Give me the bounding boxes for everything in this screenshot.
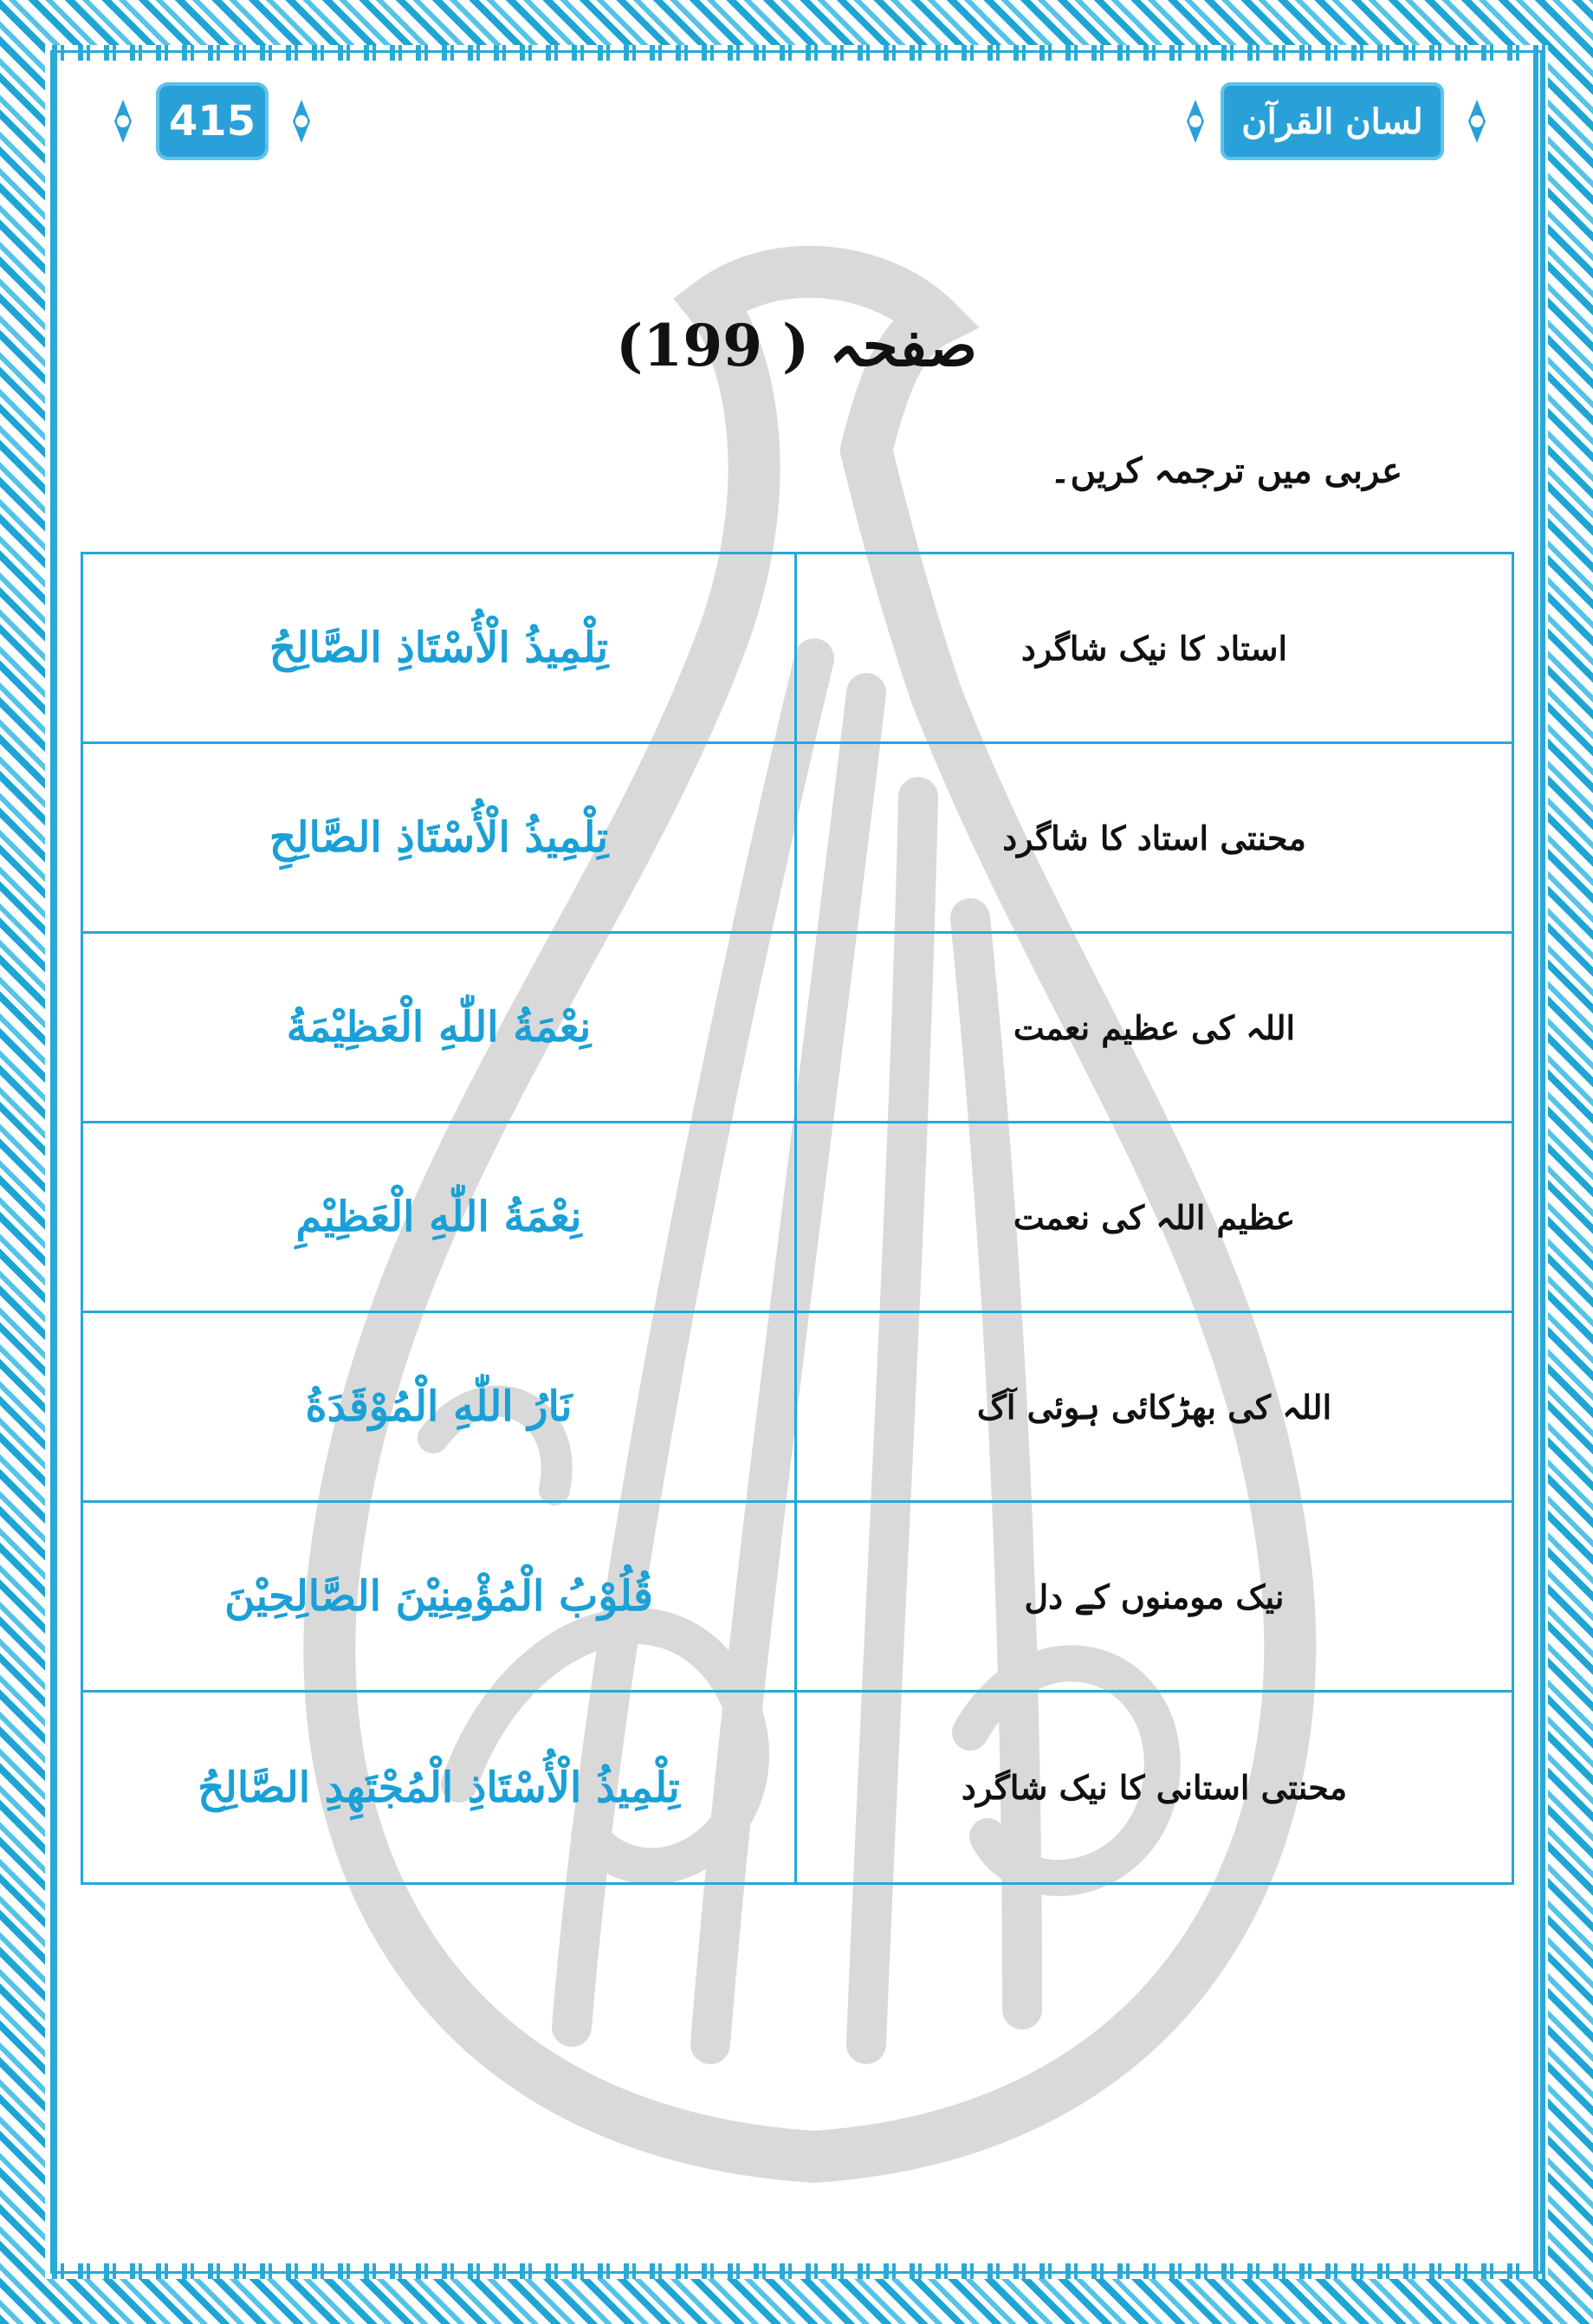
table-row [83, 554, 1512, 744]
urdu-phrase-cell: نیک مومنوں کے دل [1024, 1576, 1285, 1616]
ornament-title-left-icon [1169, 95, 1221, 147]
ornament-title-right-icon [1451, 95, 1503, 147]
arabic-answer-cell: تِلْمِيذُ الْأُسْتَاذِ الصَّالِحُ [83, 554, 797, 741]
table-row [83, 1313, 1512, 1503]
urdu-phrase-cell: عظیم اللہ کی نعمت [1013, 1197, 1296, 1237]
book-title-badge: لسان القرآن [1221, 82, 1444, 160]
page-heading: صفحہ ( 199) [616, 312, 977, 379]
page-number-badge: 415 [156, 82, 269, 160]
exercise-instruction: عربی میں ترجمہ کریں۔ [1050, 450, 1402, 491]
table-row [83, 744, 1512, 934]
urdu-phrase-cell: اللہ کی بھڑکائی ہوئی آگ [976, 1387, 1332, 1427]
urdu-phrase-cell: محنتی استانی کا نیک شاگرد [961, 1768, 1348, 1807]
arabic-answer-cell: قُلُوْبُ الْمُؤْمِنِيْنَ الصَّالِحِيْنَ [83, 1503, 797, 1690]
ornament-right-icon [275, 95, 327, 147]
urdu-phrase-cell: اللہ کی عظیم نعمت [1013, 1007, 1296, 1047]
urdu-phrase-cell: محنتی استاد کا شاگرد [1002, 818, 1306, 858]
table-row [83, 934, 1512, 1123]
table-row [83, 1503, 1512, 1693]
arabic-answer-cell: نِعْمَةُ اللّٰهِ الْعَظِيْمَةُ [83, 934, 797, 1121]
arabic-answer-cell: نِعْمَةُ اللّٰهِ الْعَظِيْمِ [83, 1123, 797, 1311]
ornament-left-icon [97, 95, 149, 147]
arabic-answer-cell: تِلْمِيذُ الْأُسْتَاذِ الْمُجْتَهِدِ الصَّالِحُ [83, 1693, 797, 1882]
page-content [61, 61, 1532, 2263]
table-row [83, 1123, 1512, 1313]
arabic-answer-cell: نَارُ اللّٰهِ الْمُوْقَدَةُ [83, 1313, 797, 1500]
table-row [83, 1693, 1512, 1882]
arabic-answer-cell: تِلْمِيذُ الْأُسْتَاذِ الصَّالِحِ [83, 744, 797, 931]
urdu-phrase-cell: استاد کا نیک شاگرد [1020, 628, 1288, 668]
translation-table [81, 552, 1514, 1885]
